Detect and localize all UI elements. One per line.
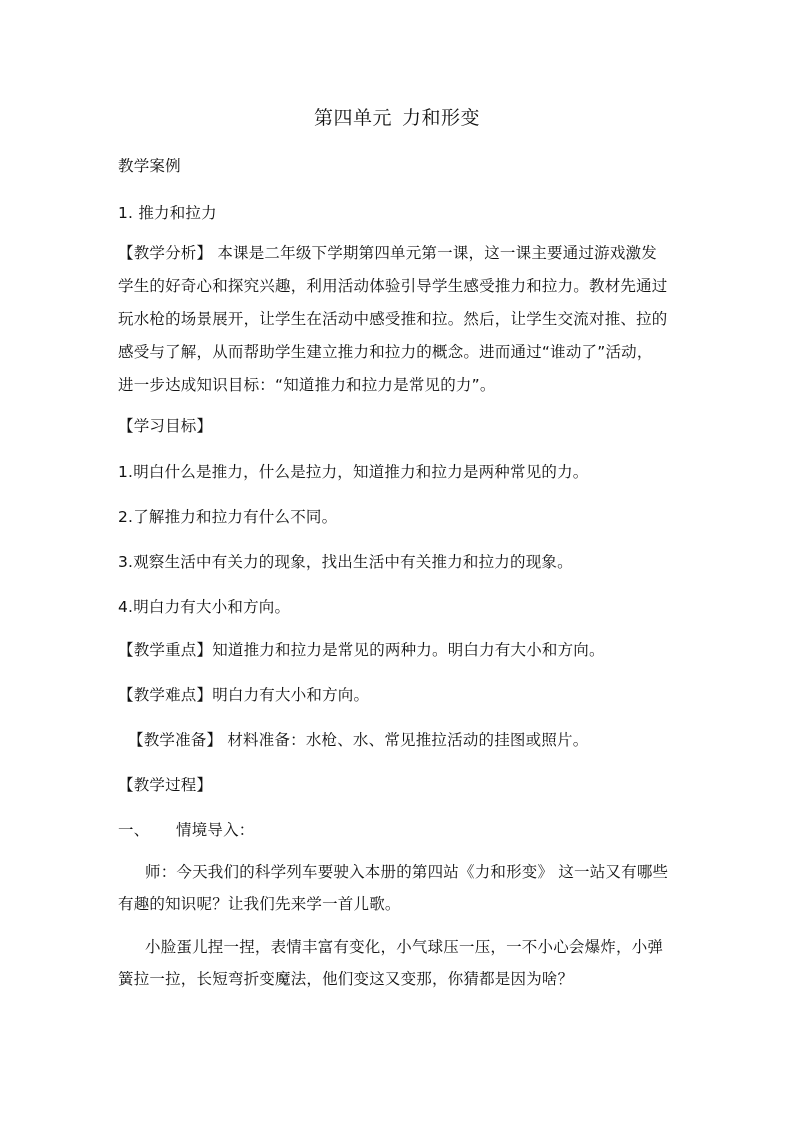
page-title	[0, 106, 794, 130]
analysis-line: 学生的好奇心和探究兴趣，利用活动体验引导学生感受推力和拉力。教材先通过	[118, 277, 668, 295]
analysis-line: 进一步达成知识目标：“知道推力和拉力是常见的力”。	[118, 376, 496, 394]
title-unit: 第四单元	[313, 107, 392, 129]
intro-line: 师：今天我们的科学列车要驶入本册的第四站《力和形变》 这一站又有哪些	[145, 863, 669, 881]
rhyme-line: 小脸蛋儿捏一捏，表情丰富有变化，小气球压一压，一不小心会爆炸，小弹	[145, 938, 664, 956]
key-point: 【教学重点】知道推力和拉力是常见的两种力。明白力有大小和方向。	[118, 641, 605, 659]
subtitle: 教学案例	[118, 157, 181, 175]
goal-item: 1.明白什么是推力，什么是拉力，知道推力和拉力是两种常见的力。	[118, 463, 589, 481]
analysis-line: 感受与了解，从而帮助学生建立推力和拉力的概念。进而通过“谁动了”活动，	[118, 343, 653, 361]
preparation: 【教学准备】 材料准备：水枪、水、常见推拉活动的挂图或照片。	[128, 731, 589, 749]
intro-line: 有趣的知识呢？让我们先来学一首儿歌。	[118, 895, 401, 913]
analysis-line: 玩水枪的场景展开，让学生在活动中感受推和拉。然后，让学生交流对推、拉的	[118, 310, 668, 328]
title-topic: 力和形变	[402, 107, 481, 129]
process-section-1	[118, 820, 255, 840]
goal-item: 2.了解推力和拉力有什么不同。	[118, 508, 338, 526]
analysis-line: 【教学分析】 本课是二年级下学期第四单元第一课，这一课主要通过游戏激发	[118, 244, 657, 262]
section-number: 一、	[118, 821, 150, 839]
process-heading: 【教学过程】	[118, 776, 213, 794]
goals-heading: 【学习目标】	[118, 417, 213, 435]
difficulty: 【教学难点】明白力有大小和方向。	[118, 686, 370, 704]
section-title: 情境导入：	[176, 821, 255, 839]
lesson-heading: 1. 推力和拉力	[118, 204, 217, 222]
goal-item: 4.明白力有大小和方向。	[118, 598, 291, 616]
goal-item: 3.观察生活中有关力的现象，找出生活中有关推力和拉力的现象。	[118, 553, 573, 571]
rhyme-line: 簧拉一拉，长短弯折变魔法，他们变这又变那，你猜都是因为啥？	[118, 970, 574, 988]
